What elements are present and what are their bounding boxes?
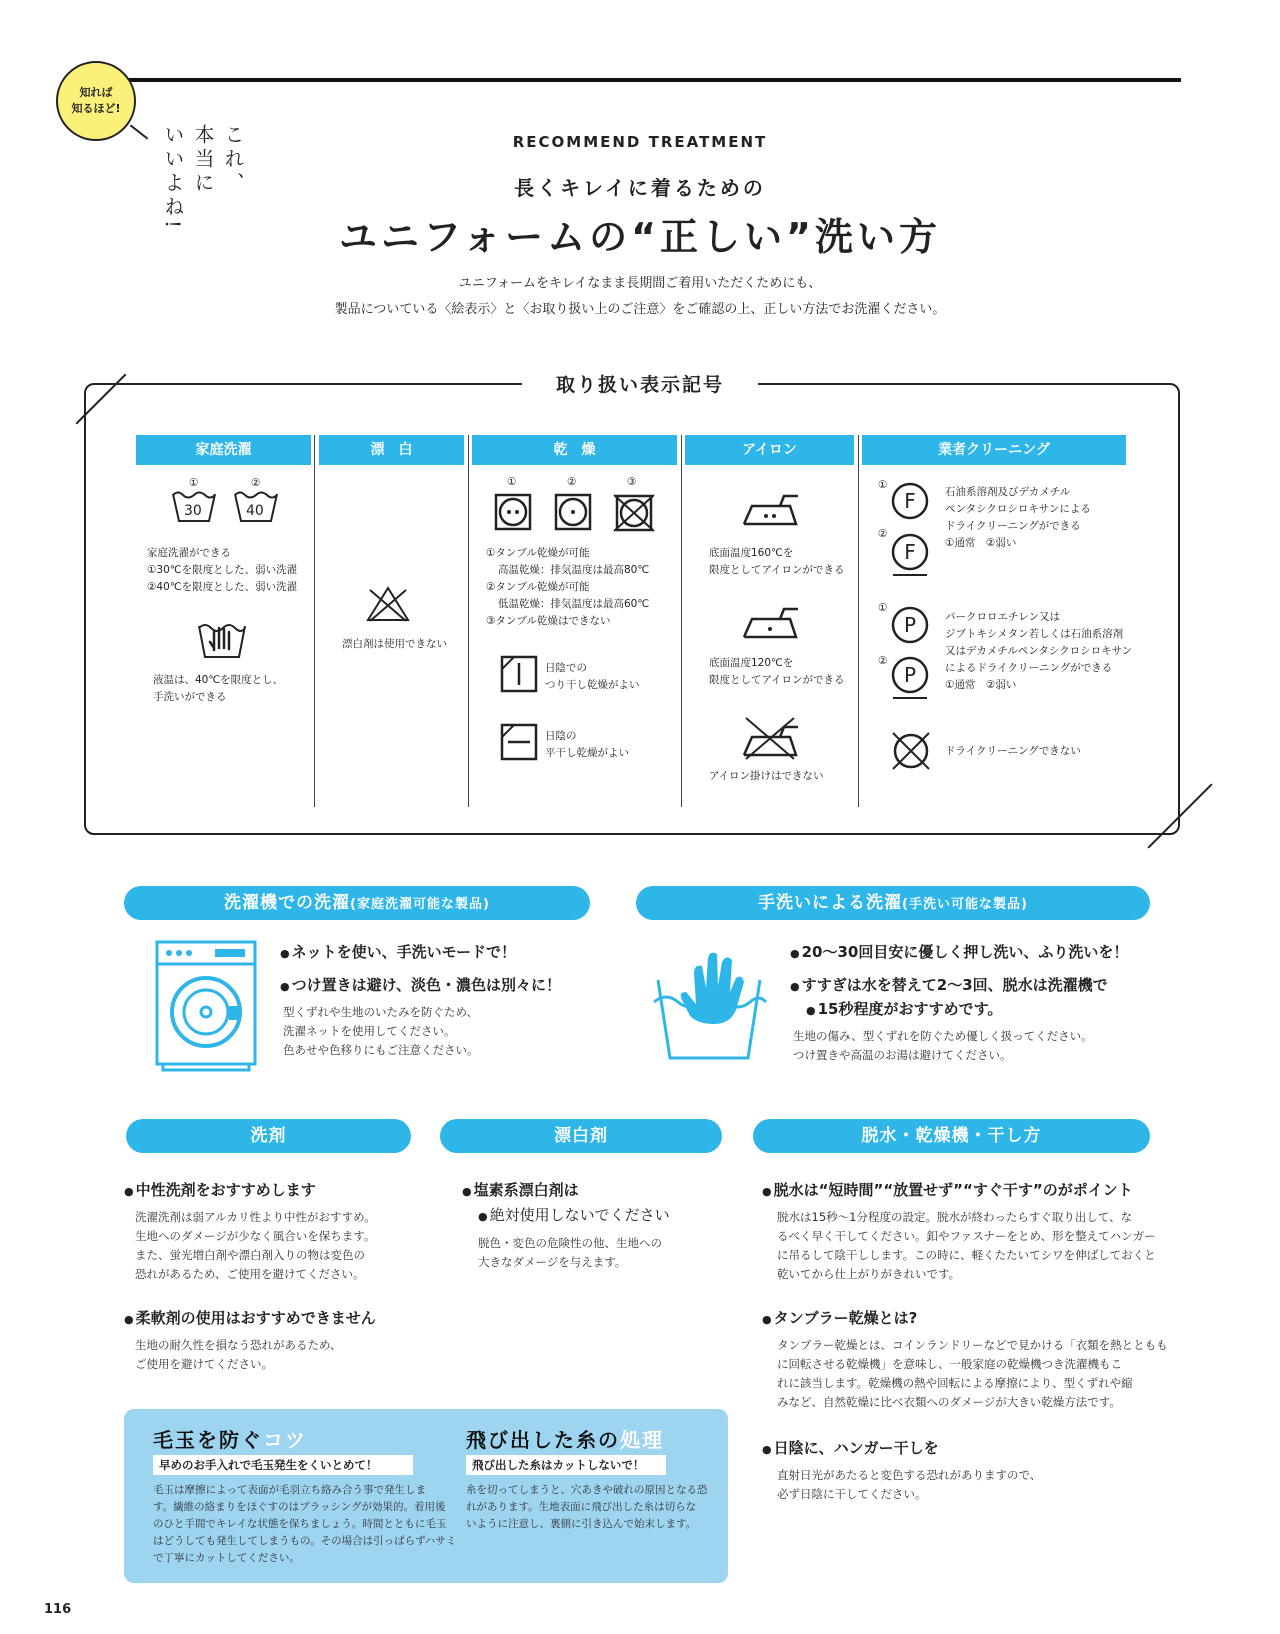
machine-bullet-1: ● ネットを使い、手洗いモードで！ — [280, 940, 516, 966]
tip1-text-1: 毛玉は摩擦によって表面が毛羽立ち絡み合う事で発生しま — [153, 1484, 426, 1496]
badge — [56, 61, 136, 141]
home-desc-1: 家庭洗濯ができる — [147, 547, 231, 559]
col-dry: 乾 燥 — [472, 435, 677, 465]
dewater-bullet-3: ● 日陰に、ハンガー干しを — [762, 1436, 939, 1462]
dewater-text-3 — [777, 1466, 1041, 1504]
detergent-text-1a: 洗濯洗剤は弱アルカリ性より中性がおすすめ。 — [135, 1210, 376, 1224]
iron-120-desc-2: 限度としてアイロンができる — [709, 674, 845, 686]
col-iron: アイロン — [685, 435, 854, 465]
handwash-text — [793, 1027, 1093, 1065]
no-bleach-icon — [365, 585, 411, 623]
dry-desc — [486, 545, 649, 630]
dewater-text-2a: タンブラー乾燥とは、コインランドリーなどで見かける「衣類を熱とともも — [777, 1338, 1168, 1352]
no-iron-icon — [740, 715, 800, 761]
dry-clean-f-gentle-icon — [890, 532, 930, 578]
tip1-title-accent: コツ — [263, 1428, 307, 1452]
dry-clean-p-gentle-icon — [890, 655, 930, 701]
dewater-text-1 — [777, 1208, 1156, 1284]
handwash-bullet-1: ● 20〜30回目安に優しく押し洗い、ふり洗いを！ — [790, 940, 1128, 966]
no-dry-clean-desc: ドライクリーニングできない — [945, 745, 1081, 757]
hand-desc-1: 液温は、40℃を限度とし、 — [153, 674, 284, 686]
hand-desc-2: 手洗いができる — [153, 691, 227, 703]
subtitle: 長くキレイに着るための — [514, 176, 766, 200]
pro-f-desc-3: ドライクリーニングができる — [945, 520, 1081, 532]
iron-120-desc-1: 底面温度120℃を — [709, 657, 794, 669]
vertical-line-3: いいよね! — [161, 124, 185, 233]
shade-flat-desc — [545, 728, 629, 762]
vertical-line-2: 本当に — [191, 124, 215, 196]
handwash-heading-sub: (手洗い可能な製品) — [902, 897, 1028, 912]
detergent-text-1 — [135, 1208, 376, 1284]
handwash-heading-text: 手洗いによる洗濯 — [758, 893, 903, 913]
tip2-text-1: 糸を切ってしまうと、穴あきや破れの原因となる恐 — [466, 1484, 708, 1496]
pro-p-desc — [945, 609, 1132, 694]
divider-3 — [681, 435, 682, 807]
pro-p-desc-5: ①通常 ②弱い — [945, 679, 1017, 691]
handwash-text-2: つけ置きや高温のお湯は避けてください。 — [793, 1048, 1012, 1062]
dewater-text-1c: に吊るして陰干しします。この時に、軽くたたいてシワを伸ばしておくと — [777, 1248, 1156, 1262]
iron-160-icon — [740, 490, 800, 528]
tip2-text-3: いように注意し、裏側に引き込んで始末します。 — [466, 1518, 697, 1530]
detergent-text-2b: ご使用を避けてください。 — [135, 1357, 273, 1371]
bleach-text-1: 脱色・変色の危険性の他、生地への — [478, 1236, 662, 1250]
dewater-text-2 — [777, 1336, 1168, 1412]
dry-desc-1: ①タンブル乾燥が可能 — [486, 547, 590, 559]
pro-p-desc-4: によるドライクリーニングができる — [945, 662, 1113, 674]
tip2-text-2: れがあります。生地表面に飛び出した糸は切らな — [466, 1501, 697, 1513]
tip1-text-5: で丁寧にカットしてください。 — [153, 1552, 300, 1564]
pro-p-desc-1: パークロロエチレン又は — [945, 611, 1061, 623]
detergent-text-2a: 生地の耐久性を損なう恐れがあるため、 — [135, 1338, 342, 1352]
machine-text-3: 色あせや色移りにもご注意ください。 — [283, 1043, 479, 1057]
divider-4 — [858, 435, 859, 807]
pro-f-num2: ② — [878, 528, 888, 540]
detergent-text-1c: また、蛍光増白剤や漂白剤入りの物は変色の — [135, 1248, 365, 1262]
badge-text: 知れば 知るほど! — [71, 86, 121, 115]
dry-desc-2: 高温乾燥：排気温度は最高80℃ — [498, 564, 650, 576]
detergent-bullet-2: ● 柔軟剤の使用はおすすめできません — [124, 1306, 376, 1332]
iron-160-desc-1: 底面温度160℃を — [709, 547, 794, 559]
bleach-text — [478, 1234, 662, 1272]
detergent-heading: 洗剤 — [126, 1119, 411, 1153]
handwash-text-1: 生地の傷み、型くずれを防ぐため優しく扱ってください。 — [793, 1029, 1093, 1043]
machine-text-2: 洗濯ネットを使用してください。 — [283, 1024, 456, 1038]
handwash-heading — [636, 886, 1150, 920]
shade-flat-desc-2: 平干し乾燥がよい — [545, 747, 629, 759]
pro-f-desc-2: ペンタシクロシロキサンによる — [945, 503, 1091, 515]
pro-f-desc-1: 石油系溶剤及びデカメチル — [945, 486, 1071, 498]
dry-num1: ① — [507, 476, 517, 488]
tumble-low-icon — [554, 493, 592, 531]
pro-f-num1: ① — [878, 479, 888, 491]
shade-line-desc — [545, 660, 640, 694]
dewater-text-3b: 必ず日陰に干してください。 — [777, 1487, 927, 1501]
dewater-text-2c: れに該当します。乾燥機の熱や回転による摩擦により、型くずれや縮 — [777, 1376, 1133, 1390]
shade-line-desc-2: つり干し乾燥がよい — [545, 679, 640, 691]
shade-line-desc-1: 日陰での — [545, 662, 587, 674]
bleach-text-2: 大きなダメージを与えます。 — [478, 1255, 627, 1269]
handwash-bullet-2: ● すすぎは水を替えて2〜3回、脱水は洗濯機で — [790, 973, 1108, 999]
iron-120-desc — [709, 655, 845, 689]
home-desc — [147, 545, 297, 596]
tip1-title-main: 毛玉を防ぐ — [153, 1428, 263, 1452]
pro-p-desc-2: ジブトキシメタン若しくは石油系溶剤 — [945, 628, 1124, 640]
symbols-heading: 取り扱い表示記号 — [522, 370, 758, 397]
svg-text:P: P — [903, 663, 917, 687]
no-iron-desc: アイロン掛けはできない — [709, 770, 824, 782]
shade-flat-dry-icon — [500, 723, 538, 761]
dry-clean-p-normal-icon — [890, 605, 930, 645]
tip1-text-3: のひと手間でキレイな状態を保ちましょう。時間とともに毛玉 — [153, 1518, 447, 1530]
divider-2 — [468, 435, 469, 807]
tip2-title — [466, 1424, 664, 1453]
bleach-heading: 漂白剤 — [440, 1119, 722, 1153]
no-tumble-icon — [612, 493, 656, 533]
kicker: RECOMMEND TREATMENT — [512, 133, 768, 151]
svg-text:P: P — [903, 613, 917, 637]
dry-clean-f-normal-icon — [890, 481, 930, 521]
washing-machine-icon — [155, 940, 257, 1072]
tip1-text — [153, 1482, 456, 1567]
machine-heading-sub: (家庭洗濯可能な製品) — [350, 897, 490, 912]
col-home: 家庭洗濯 — [136, 435, 311, 465]
tip2-title-accent: 処理 — [620, 1428, 664, 1452]
detergent-bullet-1: ● 中性洗剤をおすすめします — [124, 1178, 316, 1204]
pro-p-num1: ① — [878, 602, 888, 614]
dewater-text-2b: に回転させる乾燥機」を意味し、一般家庭の乾燥機つき洗濯機もこ — [777, 1357, 1122, 1371]
bleach-bullet-1: ● 塩素系漂白剤は — [462, 1178, 579, 1204]
dewater-text-1d: 乾いてから仕上がりがきれいです。 — [777, 1267, 961, 1281]
home-desc-2: ①30℃を限度とした、弱い洗濯 — [147, 564, 298, 576]
tip1-text-4: はどうしても発生してしまうもの。その場合は引っぱらずハサミ — [153, 1535, 457, 1547]
home-num1: ① — [189, 477, 199, 489]
shade-flat-desc-1: 日陰の — [545, 730, 577, 742]
tip1-text-2: す。繊維の絡まりをほぐすのはブラッシングが効果的。着用後 — [153, 1501, 446, 1513]
iron-160-desc — [709, 545, 845, 579]
bleach-bullet-1b: ● 絶対使用しないでください — [478, 1203, 670, 1229]
tip1-subtitle: 早めのお手入れで毛玉発生をくいとめて！ — [153, 1455, 413, 1475]
shade-line-dry-icon — [500, 655, 538, 693]
dry-desc-4: 低温乾燥：排気温度は最高60℃ — [498, 598, 650, 610]
detergent-text-1b: 生地へのダメージが少なく風合いを保ちます。 — [135, 1229, 376, 1243]
col-bleach: 漂 白 — [319, 435, 464, 465]
dry-num3: ③ — [627, 476, 637, 488]
page-number: 116 — [44, 1602, 72, 1617]
col-pro: 業者クリーニング — [862, 435, 1126, 465]
svg-text:F: F — [904, 489, 916, 513]
dry-desc-5: ③タンブル乾燥はできない — [486, 615, 611, 627]
dewater-text-2d: みなど、自然乾燥に比べ衣類へのダメージが大きい乾燥方法です。 — [777, 1395, 1121, 1409]
hand-wash-basin-icon — [650, 940, 768, 1062]
dewater-heading: 脱水・乾燥機・干し方 — [753, 1119, 1150, 1153]
machine-heading — [124, 886, 590, 920]
lead-line-1: ユニフォームをキレイなまま長期間ご着用いただくためにも、 — [458, 276, 822, 291]
tip2-text — [466, 1482, 708, 1533]
dewater-text-3a: 直射日光があたると変色する恐れがありますので、 — [777, 1468, 1042, 1482]
dewater-bullet-1: ● 脱水は“短時間”“放置せず”“すぐ干す”のがポイント — [762, 1178, 1133, 1204]
vertical-line-1: これ、 — [221, 124, 245, 196]
tip1-title — [153, 1424, 307, 1453]
pro-p-desc-3: 又はデカメチルペンタシクロシロキサン — [945, 645, 1133, 657]
divider-1 — [314, 435, 315, 807]
wash-temp-40: 40 — [246, 503, 264, 519]
pro-f-desc — [945, 484, 1091, 552]
iron-120-icon — [740, 603, 800, 641]
pro-p-num2: ② — [878, 655, 888, 667]
iron-160-desc-2: 限度としてアイロンができる — [709, 564, 845, 576]
machine-text-1: 型くずれや生地のいたみを防ぐため、 — [283, 1005, 479, 1019]
hand-desc — [153, 672, 283, 706]
tip2-title-main: 飛び出した糸の — [466, 1428, 620, 1452]
wash-temp-30: 30 — [184, 503, 202, 519]
no-dry-clean-icon — [890, 730, 932, 772]
top-rule — [118, 78, 1181, 82]
bleach-desc: 漂白剤は使用できない — [342, 638, 447, 650]
dry-num2: ② — [567, 476, 577, 488]
dewater-text-1a: 脱水は15秒〜1分程度の設定。脱水が終わったらすぐ取り出して、な — [777, 1210, 1133, 1224]
hand-wash-icon — [196, 620, 248, 660]
home-desc-3: ②40℃を限度とした、弱い洗濯 — [147, 581, 298, 593]
tumble-high-icon — [494, 493, 532, 531]
lead-line-2: 製品についている〈絵表示〉と〈お取り扱い上のご注意〉をご確認の上、正しい方法でお洗濯ください。 — [334, 302, 946, 317]
detergent-text-2 — [135, 1336, 342, 1374]
machine-bullet-2: ● つけ置きは避け、淡色・濃色は別々に！ — [280, 973, 561, 999]
tip2-subtitle: 飛び出した糸はカットしないで！ — [466, 1455, 666, 1475]
detergent-text-1d: 恐れがあるため、ご使用を避けてください。 — [135, 1267, 365, 1281]
dewater-bullet-2: ● タンブラー乾燥とは? — [762, 1306, 917, 1332]
machine-text — [283, 1003, 479, 1060]
svg-text:F: F — [904, 540, 916, 564]
dewater-text-1b: るべく早く干してください。釦やファスナーをとめ、形を整えてハンガー — [777, 1229, 1156, 1243]
handwash-bullet-2b: ● 15秒程度がおすすめです。 — [806, 997, 1002, 1023]
pro-f-desc-4: ①通常 ②弱い — [945, 537, 1017, 549]
dry-desc-3: ②タンブル乾燥が可能 — [486, 581, 590, 593]
machine-heading-text: 洗濯機での洗濯 — [224, 893, 351, 913]
home-num2: ② — [251, 477, 261, 489]
page-title: ユニフォームの“正しい”洗い方 — [338, 215, 942, 259]
